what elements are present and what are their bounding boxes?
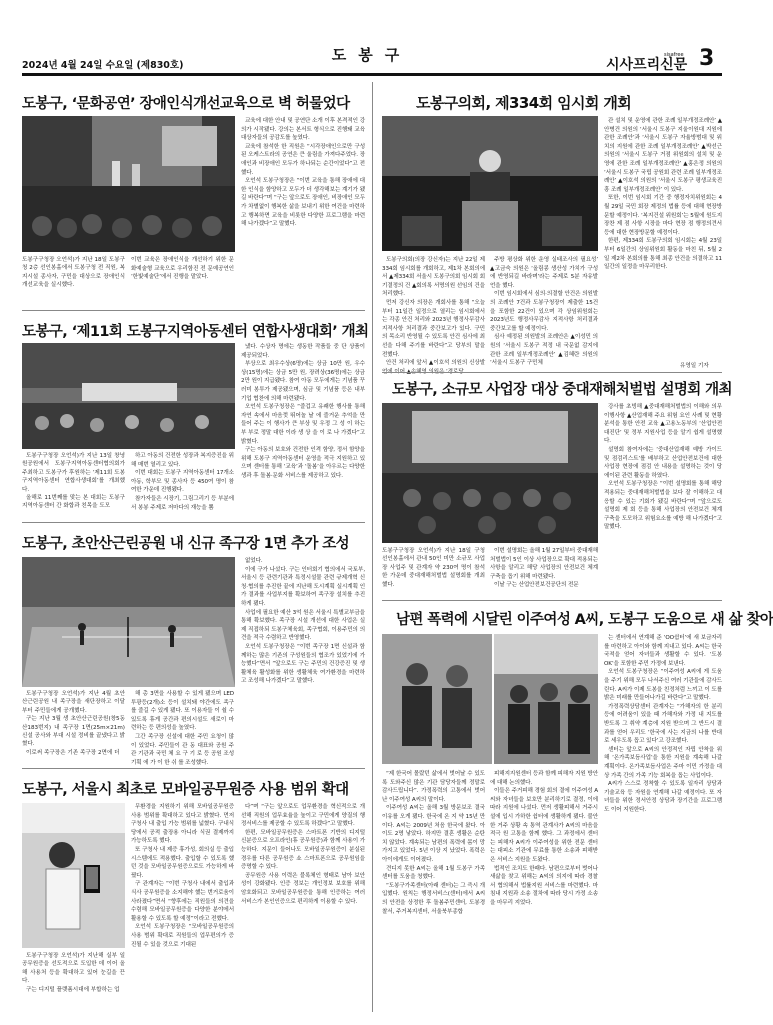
article-column: 강사를 초빙해 ▲중대재해처벌법의 이해와 의무 이행사항 ▲산업재해 주요 위험 요인 사례 및 현황 분석을 통한 안전 교육 ▲고용노동부의 ‘산업안전 대진단’ 및 정부 지원사업 등을 알기 쉽게 설명했다. 설명회 참여자에는 ‘중대산업재해 예방 가이드 및 점검리스트’를 배부하고 산업안전보건에 대한 사업장 현장에 점검 안 내용을 설명하는 것이 당 에이된 관련 활동을 하였다. 오언석 도봉구청장은 “이번 설명회를 통해 해당 적용되는 중대재해처벌법을 보다 잘 이해하고 대응할 수 있는 기회가 됐길 바란다”며 “앞으로도 설명회 제 회 등을 통해 사업장의 안전보건 체계 구축을 도모하고 위험요소를 예방 해 나가겠다”고 말했다. xyxy=(604,404,722,531)
article-headline: 도봉구, ‘제11회 도봉구지역아동센터 연합사생대회’ 개최 xyxy=(22,324,369,340)
photo-caption: 도봉구구청장 오언석)가 지난해 실부 일공무원증을 선도적으로 도입한 데 이어 올해 사용처 등을 확대하고 있어 눈길을 끈다. 구는 디지털 플랫폼시대에 부합하는 업 xyxy=(22,953,125,993)
article-column: 도봉구의회(의장 강신자)는 지난 22일 제334회 임시회를 개회하고, 제1차 본회의에서 ▲제334회 서울시 도봉구의회 임시회 회기결정의 건 ▲회의록 서명의원 선임의 건을 처리했다. 먼저 강신자 의장은 개회사를 통해 “오늘부터 11일간 일정으로 열리는 임시회에서는 각종 안건 처리와 2023년 행정사무감사 지적사항 처리결과 중간보고가 있다. 구민의 목소리 반영될 수 있도록 안건 심사에 최선을 다해 주기를 바란다”고 당부의 말을 전했다. 안건 처리에 앞서 ▲이호석 의원의 신상발 xyxy=(382,257,485,367)
article-column: 관 설치 및 운영에 관한 조례 일부개정조례안’ ▲안병건 의원의 ‘서울시 도봉구 지울이원대 지원에 관한 조례안’과 ‘서울시 도봉구 자율방범대 및 위치의 지원에 관한 조례 일부개정조례안’ ▲박선근 의원의 ‘서울시 도봉구 거점 위원회의 설치 및 운영에 관한 조례 일부개정조례안’ ▲홍은정 의원의 ‘서울시 도봉구 국립 공원회 관련 조례 일부개정조례안’ ▲이호석 의원의 ‘서울시 도봉구 평생교육진흥 조례 일부개정조례안’ 이 있다. 또한, 이번 임시회 기간 중 행정자치위원회는 4월 29일 국민 회장 제정의 법률 등에 대해 현장방문할 예정이다. ‘복지건설 위원회’는 5월에 원도지 장찬 제 점 사항 시장을 마다 현장 점 행정의견서 등에 대한 현장방문할 예정이다. 한편, 제334회 도봉구의회 임시회는 4월 23일부터 6일간의 상임위원회 활동을 마친 뒤, 5월 2일 제2차 본회의를 통해 최종 안건을 의결하고 11일간의 일정을 마무리한다. xyxy=(604,118,722,271)
mobile-id-image xyxy=(22,803,125,948)
article-column: 는 센터에서 연계해 준 ‘OO쉼터’에 새 보금자리를 마련하고 아이와 함께 지내고 있다. A씨는 한국 국적을 얻어 자녀들과 생활할 수 있다. ‘도봉 OK’을 포함한 주민 가정에 보낸다. 오언석 도봉구청장은 “이주여성 A씨에 게 도움을 주기 위해 모두 나서주신 여러 기관들에 감사드린다. A씨가 이제 도봉을 친정처럼 느끼고 이 도를 밝은 미래를 만들어나가길 바란다”고 말했다. 가정폭력상담센터 관계자는 “가해자의 한 분리 등에 어려움이 있을 때 가해자와 가정 내 지도를 받도록 그 취약 계층에 지원 받으며 그 반드시 결과를 얻어 우리도 ‘한국에 사는 지금의 나를 반대로 세우도록 돕고 있다’고 강조했다. 센터는 앞으로 A씨의 안정적인 자립 안착을 위해 ‘온가족보듬사업’을 통한 지원을 계속해 나갈 계획이다. 온가족보듬사업은 주마 이민 가정을 대상 가족 간의 가족 기능 회복을 돕는 사업이다. A씨가 스스로 정착할 수 있도록 일자리 상담과 기술교육 등 자원을 연계해 나갈 예정이다. 또 자녀들을 위한 정서안정 상담과 장기간을 프로그램도 이어 지원한다. xyxy=(604,635,722,813)
newspaper-name: 시사프리신문 xyxy=(606,57,688,73)
header-rule xyxy=(22,73,722,76)
article-headline: 도봉구의회, 제334회 임시회 개회 xyxy=(416,94,632,112)
jokgu-court-image xyxy=(22,557,235,687)
article-headline: 도봉구, ‘문화공연’ 장애인식개선교육으로 벽 허물었다 xyxy=(22,96,350,112)
article-headline: 도봉구, 서울시 최초로 모바일공무원증 사용 범위 확대 xyxy=(22,782,349,798)
photo-art-contest xyxy=(22,343,235,449)
section-title: 도봉구 xyxy=(331,46,412,64)
photo-council xyxy=(382,116,598,251)
art-contest-image xyxy=(22,343,235,449)
center-image xyxy=(494,634,598,764)
byline: 유영일 기자 xyxy=(680,363,709,369)
photo-center xyxy=(494,634,598,764)
article-column: 하고 아동의 건전한 성장과 복지증진을 위해 매번 열리고 있다. 이번 대회는 도봉구 지역아동센터 17개소 아동, 학부모 및 종사자 등 450여 명이 참여한 가운데 진행됐다. 참가자들은 시장기, 그림그리기 등 부분에서 봉봉 주제로 저마다의 재능을 뽐 xyxy=(131,453,234,511)
article-column: 다”며 “구는 앞으로도 업무환경을 혁신적으로 개선해 직원의 업무효율을 높이고 구민에게 양질의 행정서비스를 제공할 수 있도록 하겠다”고 말했다. 한편, 모바일공무원증은 스마트폰 기반의 디지털 신분증으로 오프라인(휴 공무원증)과 함께 사용이 가능하다. 지문이 들어나도 모바일공무원증이 분실된 경우를 다른 공무원증 쇼 스마트폰으로 공무원임을 증명할 수 있다. 공무원증 사용 이력은 블록체인 형태로 남아 보안성이 강화됐다. 인증 정보는 개인정보 보호를 위해 암호화되고 모바일공무원증을 통해 인증하는 여러 서비스가 본인인증으로 편리하게 이용할 수 있다. xyxy=(241,804,365,905)
article-column: 냈다. 수상자 명에는 생동한 작품들 중 단 상품이 제공되었다. 부상으로 최우수상(6명)에는 상금 10만 원, 우수상(15명)에는 상금 5만 원, 장려상(36명)에는 상금 2만 원이 지급됐다. 참여 아동 모두에게는 기념품 꾸러미 봉투가 제공됐으며, 심금 및 기념품 등은 내부기업 협찬에 의해 마련됐다. 오언석 도봉구청장은 “즐겁고 유쾌한 행사를 통해 자연 속에서 마음껏 뛰어놀 날 에 즐거운 추억을 만들어 주는 이 행사가 큰 부상 및 우정 그 성 이 하는 부 부로 정말 대한 이라 생 상 을 이 로 나 가겠다”고 밝혔다. 구는 아동의 보호와 건전한 인격 함양, 정서 함양을 위해 도봉구 지역아동센터 운영을 적극 지원하고 있으며 센터를 통해 ‘교육’과 ‘돌봄’을 아우르는 다양한 생과 후 돌봄·문화 서비스를 제공하고 있다. xyxy=(241,344,365,479)
concert-image xyxy=(22,116,235,252)
article-headline: 남편 폭력에 시달린 이주여성 A씨, 도봉구 도움으로 새 삶 찾아 xyxy=(396,612,773,628)
article-column: 해 총 3면을 사용할 수 있게 됐으며 LED 투광등(2개)소 등이 설치돼 야간에도 족구를 즐길 수 있게 됐다. 또 이용자들 이 쉴 수 있도록 휴게 공간과 편의시설도 새로이 마련하는 등 편의성을 높였다. 그간 족구장 신설에 대한 주민 요청이 많이 있었다. 주민들이 관 동 대표와 공원 주 관 기관과 국민 체 요 구 기 로 등 공원 조성 기획 에 가 이 한 쉬 를 조성했다. xyxy=(131,691,234,766)
article-column: 무환경을 지원하기 위해 모바일공무원증 사용 범위를 확대하고 있다고 밝혔다. 먼저 구청사 내 출입 가능 범위를 넓혔다. 구내식당에서 공적 출장용 아니라 식권 결제까지 가능하도록 했다. 또 구청사 내 제증 휴가성, 회의실 등 출입시스템에도 적용했다. 출입할 수 있도록 했던 것을 모바일공무원증으로도 가능하게 바꿨다. 구 관계자는 “이번 구청사 내에서 출입과 식사 공무원증을 소지해야 했는 번거로움이 사라졌다”면서 “향후에는 직원들의 의견을 수렴해 모바일공무원증을 다양한 분야에서 활용할 수 있도록 할 예정”이라고 전했다. 오언석 도봉구청장은 “모바일공무원증의 사용 범위 확대로 직원들의 업무편의가 증진될 수 있을 것으로 기대된 xyxy=(131,804,234,948)
article-divider xyxy=(22,768,365,769)
article-column: 피해지지원센터 등과 함께 피해자 지원 방안에 대해 논의했다. 이들은 주거피해 경험 회의 결에 이주여성 A씨와 자녀들을 보호만 분리하기로 결정, 이에 따라 지원에 나섰다. 먼저 생활피해서 거주시설에 입시 가하한 쉼터에 생활하게 됐다. 불안한 거주 상황 속 통역 관계사가 A씨의 마음을 적극 원 고통을 함께 했다. 그 과정에서 센터는 피해자 A씨가 이주여성을 위한 전문 센터는 대피소 기관에 무료를 통한 소송과 피해받은 서비스 지원을 도왔다. 법적인 조치도 한패다. 남편으로부터 벗어나 새삶을 찾고 위해는 A씨의 의지에 따라 경찰서 협의해서 법률지원 서비스를 마련했다. 마침내 지원과 소송 절차에 따라 당시 가정 소송을 마무리 지었다. xyxy=(490,771,598,906)
article-divider xyxy=(22,310,365,311)
article-column: 이번 설명회는 올해 1월 27일부터 중대재해처벌법이 5인 이상 사업장으로 확대 적용되는 사항을 알리고 해당 사업장의 안전보건 체계 구축을 돕기 위해 마련됐다. 이날 구는 산업안전보건공단의 전문 xyxy=(490,548,598,589)
article-divider xyxy=(22,522,365,523)
newspaper-name-small: sisafree xyxy=(664,52,684,58)
seminar-image xyxy=(382,403,598,543)
police-image xyxy=(382,634,492,764)
issue-date: 2024년 4월 24일 수요일 (제830호) xyxy=(22,60,184,71)
photo-mobile-id xyxy=(22,803,125,948)
photo-caption: 도봉구구청장 오언석)가 지난 18일 구청 선인봉홀에서 관내 50인 미만 소규모 사업장 사업주 및 관계자 약 230여 명이 참석한 가운데 중대재해처벌법 설명회를 개최했다. xyxy=(382,548,485,588)
photo-police xyxy=(382,634,492,764)
article-headline: 도봉구, 소규모 사업장 대상 중대재해처벌법 설명회 개최 xyxy=(392,382,732,398)
photo-concert xyxy=(22,116,235,252)
photo-caption: 도봉구구청장 오언석)가 지난 18일 도봉구청 2층 선인봉홀에서 도봉구청 전 직원, 복지시설 종사자, 구민을 대상으로 장애인식개선교육을 실시했다. xyxy=(22,257,125,289)
photo-caption: 도봉구구청장 오언석)가 지난 13일 창녕원공원에서 도봉구지역아동센터협의회가 주최하고 도봉구가 후원하는 ‘제11회 도봉구지역아동센터 연합사생대회’를 개최했다. 올해로 11번째를 맞는 본 대회는 도봉구 지역아동센터 간 화합과 친목을 도모 xyxy=(22,453,125,510)
page-number: 3 xyxy=(699,46,715,71)
photo-caption: 도봉구구청장 오언석)가 지난 4월 초안산근린공원 내 족구장을 새단장하고 이달부터 주민들에게 공개했다. 구는 지난 3월 생 초안산근린공원(창5동 산183번지) 내 족구장 1면(25m×21m) 신설 공사와 부대 시설 정비를 끝냈다고 밝혔다. 이로써 족구장은 기존 족구장 2면에 더 xyxy=(22,691,125,756)
photo-jokgu-court xyxy=(22,557,235,687)
article-column: “제 한국어 몰랐던 삶에서 벗어날 수 있도록 도와주신 많은 기관 담당자들께 정말로 감사드립니다”. 가정폭력의 고통에서 벗어난 이주여성 A씨의 말이다. 이주여성 A씨는 올해 3월 방문보조 결국 이유를 오게 됐다. 한국에 온 지 약 15년 만이다. A씨는 2009년 처음 한국에 왔다. 아이도 2명 낳았다. 하지만 결혼 생활은 순탄치 않았다. 계속되는 남편의 폭력에 몸이 망가지고 있었다. 5년 이상 지 났었다. 폭력은 아이에게도 이어졌다. 견디지 못한 A씨는 올해 1월 도봉구 가족센터를 도움을 청했다. “도봉구가족센터(아래 센터)는 그 즉시 개입했다. 원칙는 행정서비스(센터)에서 A씨의 안전을 상정한 후 돌봄주민센터, 도봉경찰서, 주거복지센터, 서울북부종합 xyxy=(382,771,485,915)
column-divider xyxy=(372,82,373,1012)
article-column: 이번 교육은 장애인식을 개선하기 위한 문화예술형 교육으로 우리함진 전 문예공연인 ‘한빛예술단’에서 진행을 맡았다. xyxy=(131,257,234,281)
council-image xyxy=(382,116,598,251)
article-column: 교육에 대한 안내 및 공연단 소개 이후 본격적인 강의가 시작됐다. 강의는 본서트 형식으로 진행돼 교육 대상자들의 공감도를 높였다. 교육에 참석한 한 직원은 “시각장애인으로만 구성된 오케스트라의 공연은 큰 울림을 가져다주었다. 장애인과 비장애인 모두가 하나되는 순간이었다”고 전했다. 오언석 도봉구청장은 “이번 교육을 통해 장애에 대한 인식을 함양하고 모두가 더 생각해보는 계기가 됐길 바란다”며 “구는 앞으로도 장애인, 비장애인 모두가 차별없이 행복한 삶을 보내기 위한 여건을 마련하고 행복하면 교육을 비롯한 다양한 프로그램을 마련해 나가겠다”고 말했다. xyxy=(241,118,365,228)
article-column: 주방 평상화 위한 운영 실태조사의 필요성’ ▲고금숙 의원은 ‘올림콩 생산성 가치가 구성에 반영되길 바라며’라는 주제로 5분 자유발언을 했다. 이번 임시회에서 심의·의결할 안건은 의원발의 조례안 7건과 도봉구청장이 제출한 15건을 포함한 22건이 있으며 각 상임위원회는 2023년도 행정사무감사 지적사항 처리결과 중간보고를 할 예정이다. 심사 예정된 의원발의 조례안은 ▲이성민 의원의 ‘서울시 도봉구 적정 내 국문없 감지에 관한 조례 일부개정조례안’ ▲김혜란 의원의 ‘서울시 도봉구 구민체 xyxy=(490,257,598,367)
article-divider xyxy=(382,600,722,601)
article-column: 없었다. 이에 구가 나섰다. 구는 인터회기 협의에서 국토부, 서울시 등 관련기관과 특정시설물 관련 규제개혁 신청·협의를 추진한 끝에 지난해 도시계획 실시계획 인가 결과를 사업부지를 확보하여 족구장 설치를 추진하게 됐다. 사업에 필요한 예산 3억 원은 서울시 특별교부금을 통해 확보했다. 족구장 시설 개선에 대한 사업은 실제 직접하되 도봉구체육회, 족구협회, 이용주민의 의견을 적극 수렴하고 반영했다. 오언석 도봉구청장은 “이번 족구장 1면 신설과 함께하는 많은 기존의 구성원들의 협조가 있었기에 가능했다”면서 “앞으로도 구는 주민의 건강증진 및 생활체육 활성화를 위한 생활체육 여가환경을 마련하고 조성해 나가겠다”고 말했다. xyxy=(241,558,365,685)
article-headline: 도봉구, 초안산근린공원 내 신규 족구장 1면 추가 조성 xyxy=(22,536,350,552)
photo-seminar xyxy=(382,403,598,543)
article-divider xyxy=(382,372,722,373)
